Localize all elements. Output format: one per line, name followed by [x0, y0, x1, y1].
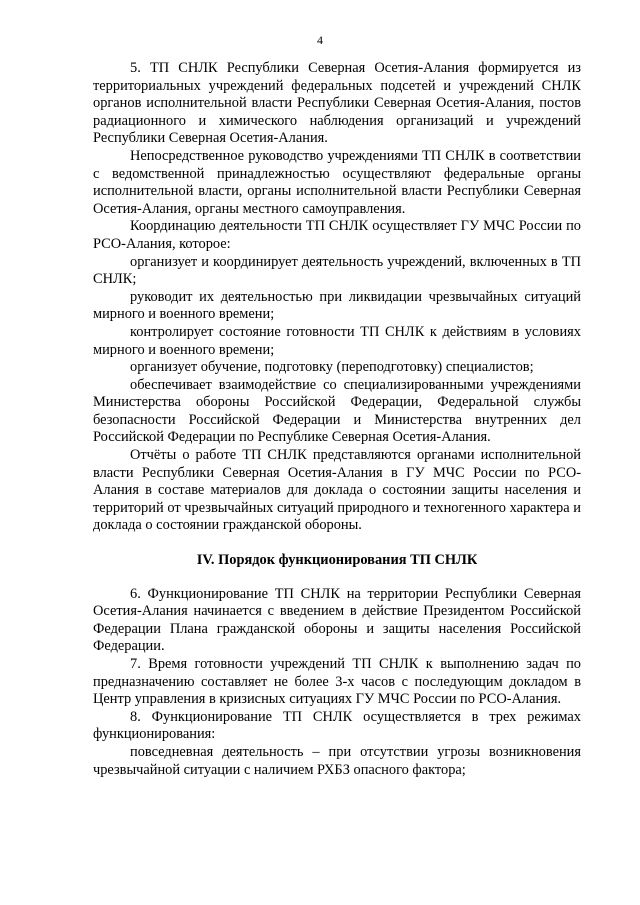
list-item-manages: руководит их деятельностью при ликвидации чрезвычайных ситуаций мирного и военного времени;	[93, 288, 581, 323]
paragraph-coordination: Координацию деятельности ТП СНЛК осуществляет ГУ МЧС России по РСО-Алания, которое:	[93, 218, 581, 252]
document-body	[93, 60, 581, 779]
paragraph-8: 8. Функционирование ТП СНЛК осуществляется в трех режимах функционирования:	[93, 708, 581, 743]
list-item-controls: контролирует состояние готовности ТП СНЛК к действиям в условиях мирного и военного времени;	[93, 323, 581, 358]
paragraph-6: 6. Функционирование ТП СНЛК на территории Республики Северная Осетия-Алания начинается с введением в действие Президентом Российской Федерации Плана гражданской обороны и защиты населения Российской Федерации.	[93, 585, 581, 655]
paragraph-5: 5. ТП СНЛК Республики Северная Осетия-Алания формируется из территориальных учреждений федеральных подсетей и учреждений СНЛК органов исполнительной власти Республики Северная Осетия-Алания, постов радиационного и химического наблюдения организаций и учреждений Республики Северная Осетия-Алания.	[93, 60, 581, 147]
section-heading: IV. Порядок функционирования ТП СНЛК	[196, 552, 478, 569]
list-item-organizes: организует и координирует деятельность учреждений, включенных в ТП СНЛК;	[93, 253, 581, 288]
list-item-interaction: обеспечивает взаимодействие со специализированными учреждениями Министерства обороны Российской Федерации, Федеральной службы безопасности Российской Федерации и Министерства внутренних дел Российской Федерации по Республике Северная Осетия-Алания.	[93, 376, 581, 446]
page-number: 4	[317, 33, 323, 47]
list-item-training: организует обучение, подготовку (переподготовку) специалистов;	[130, 359, 534, 376]
paragraph-reports: Отчёты о работе ТП СНЛК представляются органами исполнительной власти Республики Северная Осетия-Алания в ГУ МЧС России по РСО-Алания в составе материалов для доклада о состоянии защиты населения и территорий от чрезвычайных ситуаций природного и техногенного характера и доклада о состоянии гражданской обороны.	[93, 447, 581, 534]
list-item-daily-activity: повседневная деятельность – при отсутствии угрозы возникновения чрезвычайной ситуации с наличием РХБЗ опасного фактора;	[93, 743, 581, 778]
paragraph-7: 7. Время готовности учреждений ТП СНЛК к выполнению задач по предназначению составляет не более 3-х часов с последующим докладом в Центр управления в кризисных ситуациях ГУ МЧС России по РСО-Алания.	[93, 656, 581, 708]
paragraph-direct-management: Непосредственное руководство учреждениями ТП СНЛК в соответствии с ведомственной принадлежностью осуществляют федеральные органы исполнительной власти, органы исполнительной власти Республики Северная Осетия-Алания, органы местного самоуправления.	[93, 147, 581, 217]
